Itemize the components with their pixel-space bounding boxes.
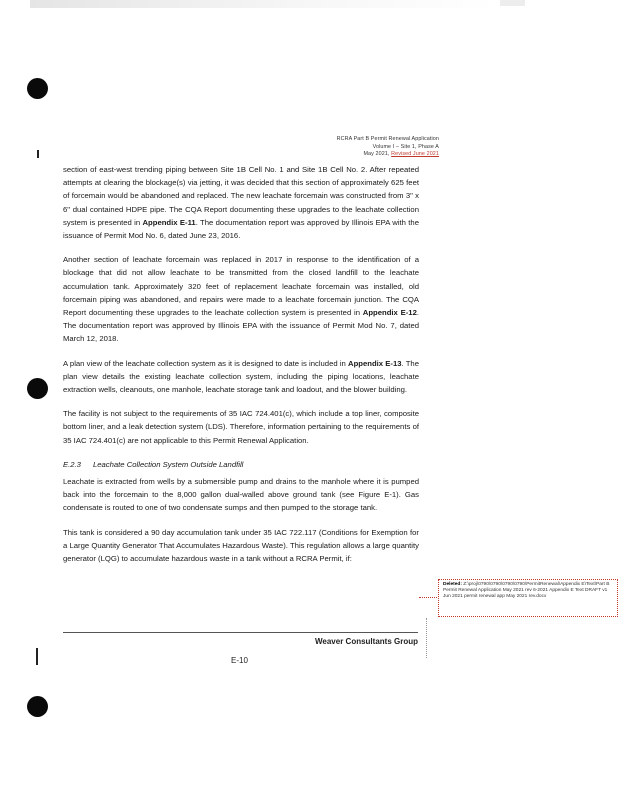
- appendix-ref: Appendix E-12: [362, 308, 417, 318]
- change-bar: [37, 150, 39, 158]
- paragraph: A plan view of the leachate collection system as it is designed to date is included in Appendix E-13. The plan view details the existing leachate collection system, including the piping locations, leachate extraction wells, cleanouts, one manhole, leachate storage tank and loadout, and the blower building.: [63, 358, 419, 395]
- paragraph: Another section of leachate forcemain was replaced in 2017 in response to the identification of a blockage that did not allow leachate to be transmitted from the closed landfill to the leachate accumulation tank. Approximately 320 feet of replacement leachate forcemain was installed, old forcemain piping was abandoned, and repairs were made to a leachate forcemain junction. The CQA Report documenting these upgrades to the leachate collection system is presented in Appendix E-12. The documentation report was approved by Illinois EPA with the issuance of Permit Mod No. 7, dated March 12, 2018.: [63, 255, 419, 344]
- footer-rule: [63, 632, 418, 633]
- binder-hole-icon: [27, 78, 48, 99]
- section-heading: [63, 458, 419, 471]
- scan-smudge: [500, 0, 525, 6]
- scan-smudge: [30, 0, 500, 8]
- binder-hole-icon: [27, 696, 48, 717]
- section-title: Leachate Collection System Outside Landfill: [92, 459, 244, 469]
- paragraph: Leachate is extracted from wells by a submersible pump and drains to the manhole where it is pumped back into the forcemain to the 8,000 gallon dual-walled above ground tank (see Figure E-1). Gas condensate is routed to one of two condensate sumps and then pumped to the storage tank.: [63, 477, 419, 513]
- header-revised-date: Revised June 2021: [391, 151, 439, 158]
- header-volume: Volume I – Site 1, Phase A: [372, 143, 439, 150]
- header-date: May 2021, Revised June 2021: [363, 151, 439, 158]
- comment-leader: [419, 597, 439, 598]
- appendix-ref: Appendix E-11: [142, 217, 196, 227]
- appendix-ref: Appendix E-13: [348, 358, 402, 368]
- page-number: E-10: [231, 656, 248, 665]
- section-number: E.2.3: [63, 459, 81, 469]
- header-title: RCRA Part B Permit Renewal Application: [336, 136, 439, 142]
- paragraph: section of east-west trending piping between Site 1B Cell No. 1 and Site 1B Cell No. 2. After repeated attempts at clearing the blockage(s) via jetting, it was decided that this section of approximately 625 feet of forcemain would be abandoned and replaced. The new leachate forcemain was constructed from 3" x 6" dual contained HDPE pipe. The CQA Report documenting these upgrades to the leachate collection system is presented in Appendix E-11. The documentation report was approved by Illinois EPA with the issuance of Permit Mod No. 6, dated June 23, 2016.: [63, 165, 419, 241]
- comment-leader: [426, 618, 427, 658]
- document-header: [337, 136, 439, 159]
- binder-hole-icon: [27, 378, 48, 399]
- footer-firm-name: Weaver Consultants Group: [315, 637, 418, 646]
- comment-text: Z:\proj\0790\0790\0790\0790\PermitRenewal\Appendix E\Text\Part B Permit Renewal Application May 2021 rev 6-2021 Appendix E Text DRAFT v1 Jun 2021 permit renewal app May 2021 rev.docx: [443, 582, 610, 600]
- tracked-deletion-comment[interactable]: [438, 579, 618, 617]
- change-bar: [36, 648, 38, 665]
- paragraph: This tank is considered a 90 day accumulation tank under 35 IAC 722.117 (Conditions for Exemption for a Large Quantity Generator That Accumulates Hazardous Waste). This regulation allows a large quantity generator (LQG) to accumulate hazardous waste in a tank without a RCRA Permit, if:: [63, 527, 419, 564]
- document-body: [63, 163, 419, 576]
- comment-label: Deleted:: [443, 582, 462, 587]
- paragraph: The facility is not subject to the requirements of 35 IAC 724.401(c), which include a top liner, composite bottom liner, and a leak detection system (LDS). Therefore, information pertaining to the requirements of 35 IAC 724.401(c) are not applicable to this Permit Renewal Application.: [63, 409, 419, 445]
